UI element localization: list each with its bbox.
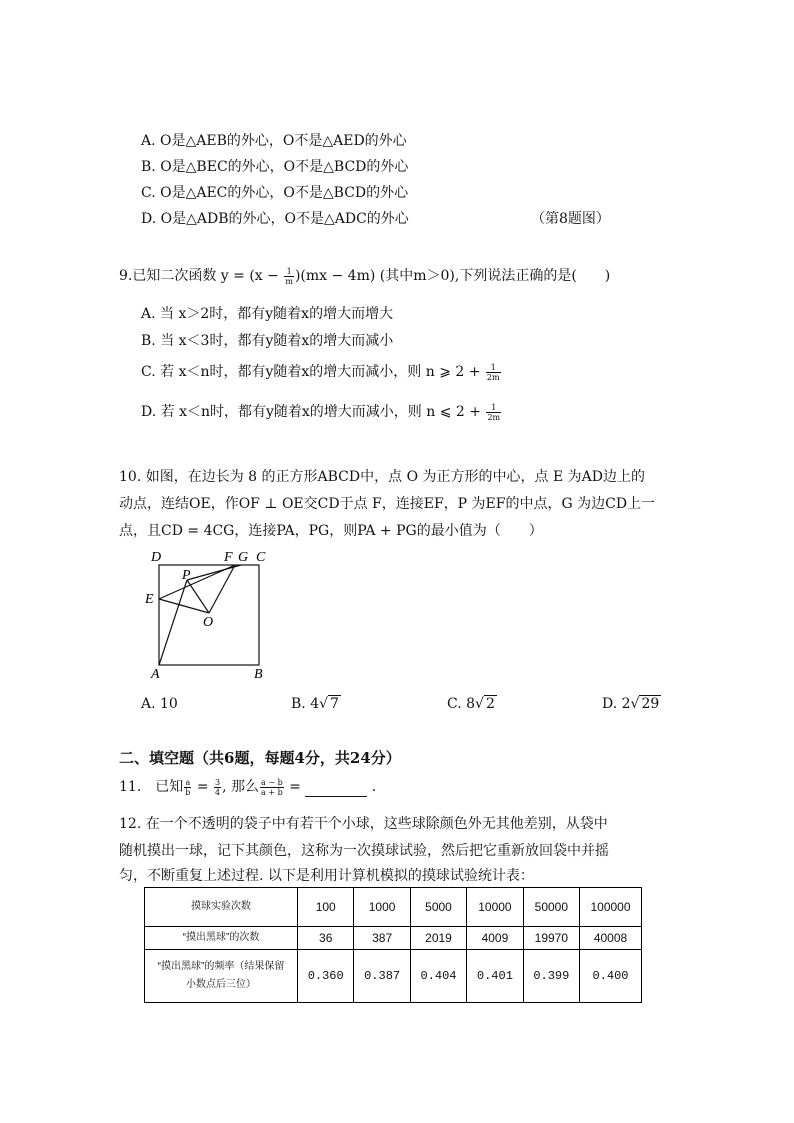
q10-line-2: 动点，连结OE，作OF ⊥ OE交CD于点 F，连接EF，P 为EF的中点，G 为边CD上一: [119, 496, 656, 512]
table-cell: 0.399: [523, 950, 579, 1003]
q12-line-1: 12. 在一个不透明的袋子中有若干个小球，这些球除颜色外无其他差别，从袋中: [119, 816, 608, 832]
label-d: D: [151, 550, 162, 565]
segment-ef: [159, 565, 235, 599]
table-cell: 19970: [523, 927, 579, 950]
q10-line-3: 点，且CD = 4CG，连接PA，PG，则PA + PG的最小值为（ ）: [119, 523, 543, 539]
q10-option-c-prefix: C. 8: [447, 696, 476, 712]
q11-end: .: [367, 779, 377, 795]
q11-f3-num: a − b: [261, 777, 283, 787]
label-o: O: [203, 615, 214, 630]
q8-option-d: D. O是△ADB的外心，O不是△ADC的外心: [141, 211, 409, 227]
q10-square-figure: [140, 545, 280, 685]
table-row: [145, 888, 642, 927]
q9-option-c-fraction: [486, 363, 501, 382]
q8-figure-caption: （第8题图）: [531, 211, 610, 227]
q12-line-2: 随机摸出一球，记下其颜色，这称为一次摸球试验，然后把它重新放回袋中并摇: [119, 843, 609, 859]
q9-option-a: A. 当 x＞2时，都有y随着x的增大而增大: [141, 306, 394, 322]
table-cell: 100000: [580, 888, 642, 927]
row-header-black-frequency: [145, 950, 298, 1003]
table-cell: 10000: [467, 888, 523, 927]
q11-f1-num: a: [185, 777, 191, 787]
q9-stem-fraction: [284, 267, 294, 286]
q11-f2-num: 3: [215, 777, 221, 787]
label-f: F: [224, 550, 233, 565]
table-cell: 5000: [410, 888, 466, 927]
row-header-trials: 摸球实验次数: [145, 888, 298, 927]
q10-line-1: 10. 如图，在边长为 8 的正方形ABCD中，点 O 为正方形的中心，点 E 为AD边上的: [119, 469, 645, 485]
q9-stem: [119, 266, 610, 286]
sqrt-symbol: √ 7: [319, 696, 339, 712]
q9-option-d-text: D. 若 x＜n时，都有y随着x的增大而减小，则 n ⩽ 2 +: [141, 404, 486, 420]
q8-option-c: C. O是△AEC的外心，O不是△BCD的外心: [141, 185, 409, 201]
q9-frac-num: 1: [284, 267, 294, 277]
q9-stem-prefix: 9.已知二次函数 y = (x −: [119, 268, 284, 284]
sqrt-symbol: √ 29: [630, 696, 660, 712]
q11-eq: =: [192, 779, 214, 795]
label-a: A: [151, 667, 160, 682]
q11-prefix: 11. 已知: [119, 779, 184, 795]
q11-fraction-3-4: [214, 778, 221, 797]
table-cell: 4009: [467, 927, 523, 950]
row-header-frequency-line-2: 小数点后三位）: [186, 979, 256, 990]
section-2-heading: 二、填空题（共6题，每题4分，共24分）: [119, 749, 401, 767]
q9-optc-frac-num: 1: [486, 363, 501, 373]
q9-option-d: [141, 402, 502, 422]
table-cell: 100: [298, 888, 354, 927]
q9-option-b: B. 当 x＜3时，都有y随着x的增大而减小: [141, 333, 394, 349]
table-cell: 0.400: [580, 950, 642, 1003]
q10-option-c-radicand: 2: [485, 696, 495, 712]
table-cell: 36: [298, 927, 354, 950]
row-header-black-count: “摸出黑球”的次数: [145, 927, 298, 950]
q9-option-d-fraction: [486, 403, 501, 422]
q10-option-a: A. 10: [141, 696, 178, 712]
table-cell: 0.401: [467, 950, 523, 1003]
q11-fraction-target: [260, 778, 284, 797]
q9-optd-frac-den: 2m: [487, 412, 501, 422]
row-header-frequency-line-1: “摸出黑球”的频率（结果保留: [157, 961, 285, 972]
label-b: B: [254, 667, 263, 682]
q11-f1-den: b: [185, 787, 191, 797]
q10-option-d-prefix: D. 2: [602, 696, 631, 712]
q9-stem-suffix: )(mx − 4m) (其中m＞0),下列说法正确的是( ): [294, 268, 611, 284]
label-c: C: [256, 550, 266, 565]
table-cell: 0.404: [410, 950, 466, 1003]
q9-option-c: [141, 362, 502, 382]
table-cell: 1000: [354, 888, 410, 927]
label-p: P: [182, 568, 191, 583]
label-e: E: [145, 592, 154, 607]
sqrt-symbol: √ 2: [475, 696, 495, 712]
table-cell: 50000: [523, 888, 579, 927]
q10-option-c: [447, 694, 497, 714]
q10-option-d: [602, 694, 661, 714]
q8-option-a: A. O是△AEB的外心，O不是△AED的外心: [141, 133, 407, 149]
table-cell: 40008: [580, 927, 642, 950]
q12-line-3: 匀，不断重复上述过程. 以下是利用计算机模拟的摸球试验统计表：: [119, 868, 534, 884]
table-cell: 0.360: [298, 950, 354, 1003]
q10-option-b-prefix: B. 4: [291, 696, 320, 712]
segment-pg: [187, 565, 241, 580]
q10-option-d-radicand: 29: [641, 696, 660, 712]
q10-option-b-radicand: 7: [330, 696, 339, 712]
experiment-stats-table: [144, 887, 642, 1003]
q9-optd-frac-num: 1: [486, 403, 501, 413]
q11-f2-den: 4: [215, 787, 221, 797]
q9-optc-frac-den: 2m: [486, 372, 500, 382]
q9-option-c-text: C. 若 x＜n时，都有y随着x的增大而减小，则 n ⩾ 2 +: [141, 364, 485, 380]
label-g: G: [238, 550, 249, 565]
q11-f3-den: a + b: [261, 787, 283, 797]
q9-frac-den: m: [285, 276, 293, 286]
q11: [119, 777, 376, 797]
table-cell: 2019: [410, 927, 466, 950]
q11-fraction-a-b: [184, 778, 191, 797]
q11-suffix: =: [284, 779, 306, 795]
q10-option-b: [291, 694, 341, 714]
table-cell: 0.387: [354, 950, 410, 1003]
q8-option-b: B. O是△BEC的外心，O不是△BCD的外心: [141, 159, 409, 175]
q11-answer-blank[interactable]: [305, 782, 367, 797]
q11-mid: , 那么: [222, 779, 260, 795]
table-row: [145, 950, 642, 1003]
table-row: [145, 927, 642, 950]
table-cell: 387: [354, 927, 410, 950]
